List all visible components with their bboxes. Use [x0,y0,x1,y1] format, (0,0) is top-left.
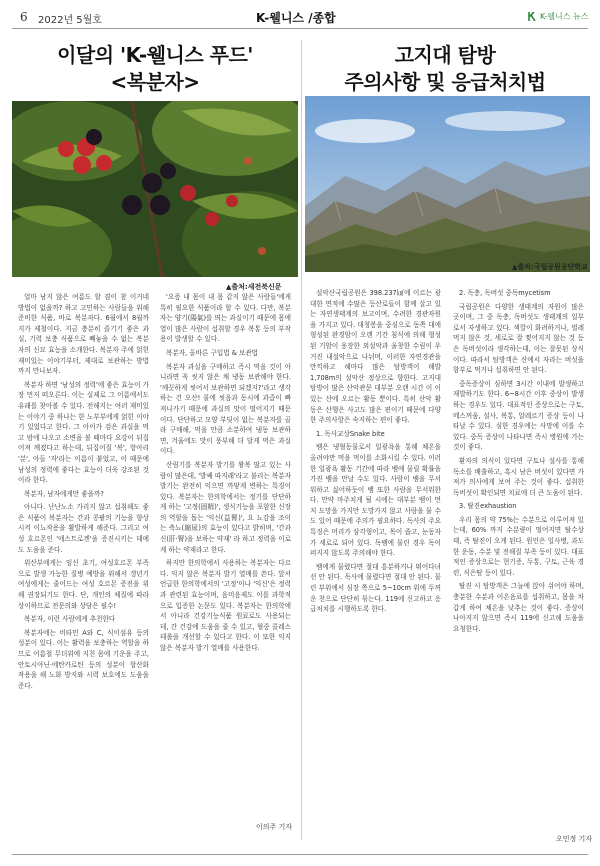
subheading: 복분자, 이런 사람에게 추천한다 [24,615,116,624]
paragraph: '요즘 내 몸이 내 몸 같지 않은 사람들'에게 특히 필요한 식품이라 할 수 있다. 다만, 복분자는 양기(陽氣)를 띄는 과실이기 때문에 몸에 열이 많은 사람이 섭취할 경우 복통 등의 부작용이 발생할 수 있다. [160,293,291,344]
subheading: 복분자, 남자에게만 좋을까? [24,489,104,498]
paragraph: 우리 몸의 약 75%는 수분으로 이루어져 있는데, 60% 까지 수분량이 떨어지면 탈수상태, 즉 탈진이 오게 된다. 원인은 일사병, 과도한 운동, 수분 및 전해질 부족 등이 있다. 대표적인 증상으로는 현기증, 두통, 구토, 근육 경련, 식은땀 등이 있다. [453,515,584,577]
brand-name: K-웰니스 뉴스 [540,12,589,21]
paragraph: 뱀에게 물렸다면 절대 흥분하거나 뛰어다녀선 안 된다. 독사에 물렸다면 절대 안 된다. 물린 부위에서 심장 쪽으로 5~10cm 위에 두꺼운 천으로 단단히 묶는다. 119에 신고하고 응급처치를 시행하도록 한다. [310,562,441,614]
left-photo-credit: ▲출처:새전북신문 [226,283,282,291]
left-byline: 이의주 기자 [256,823,293,831]
paragraph: 하지만 한의학에서 사용하는 복분자는 다르다. 익지 않은 복분자 발기 열매를 쓴다. 앞서 언급한 한의학에서의 '고정'이나 '익신'은 정력과 관련된 효능이며, 음미음제도 이를 과학적으로 입증한 논문도 있다. 복분자는 한의학에서 아니라 건강기능식품 원료로도 사용되는데, 간 건강에 도움을 줄 수 있고, 혈중 콜레스테롤을 개선할 수 있다고 한다. 이 또한 익지 않은 복분자 발기 열매를 사용한다. [160,559,291,652]
left-headline-line1: 이달의 'K-웰니스 푸드' [57,43,253,67]
paragraph: 복분자에는 비타민 A와 C, 식이섬유 등의 성분이 있다. 이는 활력을 보충하는 역할을 하므로 어름철 무더위에 지친 몸에 기운을 주고, 안토시아닌·에탄카로틴 등의 성분이 항산화 작용을 해 노화 방지와 시력 보호에도 도움을 준다. [18,628,149,690]
paragraph: 환자의 의식이 있다면 구토나 설사를 통해 독소를 배출하고, 혹시 남은 버섯이 있다면 가져가 의사에게 보여 주는 것이 좋다. 섭취한 독버섯이 확인되면 치료에 더 큰 도움이 된다. [453,456,584,497]
masthead [0,0,600,30]
subheading: 1. 독사교상Snake bite [316,429,385,438]
paragraph: 설악산국립공원은 398.237㎢에 이르는 광대한 면적에 수많은 등산로들이 함께 살고 있는 자연생태계의 보고이며, 수려한 경관자원을 가지고 있다. 대청봉을 중심으로 동쪽 대에 형성된 완경암이 오랜 기간 침식에 의해 형성된 기암이 웅장한 외설악과 울창한 수림이 우거진 내설악으로 나뉘며, 이러한 자연경관을 만끽하고 해마다 많은 탐방객이 해발 1,708m의 설악산 정상으로 향한다. 고지대 탐방이 많은 산악관문 대부분 오랜 시간 이 이 있는 산에 오르는 활동 뿐이다. 특히 산악 활동은 산행은 사고도 많은 편이기 때문에 다양한 주의사항은 숙지하는 편이 좋다. [310,289,441,425]
bottom-divider [12,854,588,855]
paragraph: 국립공원은 다양한 생태계의 자원이 많은 곳이며, 그 중 독충, 독버섯도 생태계의 일부로서 자생하고 있다. 색깔이 화려하거나, 벌레 먹지 않은 것, 세로로 잘 찢어지지 않는 것 등은 독버섯이라 생각하는데, 이는 잘못된 상식이다. 따라서 탐방객은 산에서 자라는 버섯을 함부로 먹거나 섭취하면 안 된다. [453,302,584,375]
paragraph: 복분자 과실을 구매하고 즉시 먹을 것이 아니라면 꼭 씻지 않은 채 냉동 보관해야 한다. '깨끗하게 씻어서 보관하면 되겠지?'라고 생각하는 건 오산! 물에 씻음과 동시에 과즙이 빠져나가기 때문에 과실의 맛이 떨어지기 때문이다. 단단하고 모양 부딪이 없는 복분자를 골라 구매해, 먹을 만큼 소분하여 냉동 보관하면, 겨울에도 맛이 풍부해 더 달게 먹은 과실이다. [160,362,291,456]
paragraph: 탈진 시 탐방객은 그늘에 앉아 쉬어야 하며, 충분한 수분과 이온음료를 섭취하고, 몸을 차갑게 하여 체온을 낮추는 것이 좋다. 증상이 나아지지 않으면 즉시 119에 신고해 도움을 요청한다. [453,582,584,633]
column-divider [301,40,302,840]
right-headline [310,42,580,96]
right-photo-credit: ▲출처:국립공원공단학교 [512,263,588,271]
paragraph: 아니다. 난난노소 가리지 않고 섭취해도 좋은 식품이 복분자는 간과 콩팥의 기능을 향상시켜 이뇨작용을 활발하게 해준다. 그리고 여성 호르몬인 '에스트로겐'을 증진시키는 데에도 도움을 준다. [18,503,149,554]
mountain-ridge-photo [305,96,590,272]
brand-logo [528,11,588,22]
paragraph: 얼마 남지 않은 여름도 할 겸이 참 이거네 방법이 없을까? 하고 고민하는 사람들을 위해 준비한 식품, 바로 복분자다. 6월에서 8월까지가 제철이다. 지금 충분히 즐기기 좋은 과실, 기력 보충 식품으로 빼놓을 수 없는 복분자의 신묘 효능을 소개한다. 복분자 주에 얽힌 재미있는 이야기부터, 제대로 보관하는 방법까지 만나보자. [18,293,149,376]
section-title: K-웰니스 /종합 [256,11,336,25]
paragraph: 중독증상이 심하면 3시간 이내에 발생하고 재발하기도 한다. 6~8시간 이후 중상이 발생하는 경우도 있다. 대표적인 증상으로는 구토, 메스꺼움, 설사, 복통, 알레르기 증상 등이 나타날 수 있다. 심한 경우에는 사망에 이를 수 있다. 중독 증상이 나타나면 즉시 병원에 가는 것이 좋다. [453,379,584,452]
right-headline-line1: 고지대 탐방 [394,43,496,67]
subheading: 복분자, 올바른 구입법 & 보관법 [166,348,259,357]
paragraph: 복분자 하면 '남성의 정력'에 좋은 효능이 가장 먼저 떠오른다. 이는 실제로 그 이름에서도 유래를 찾아볼 수 있다. 전해지는 여러 재미있는 이야기 중 하나는 한 노부부에게 얽힌 이야기 있었다고 한다. 그 아이가 검은 과실을 먹고 밤에 나오고 소변을 볼 때마다 요강이 뒤집어져 깨졌다고 하는데, 뒤집어질 '복', 항아리 '분', 아들 '자'라는 이름이 붙었고, 이 때문에 남성의 정력에 좋다는 효능이 더욱 강조된 것이라 한다. [18,380,149,485]
left-article-column-1 [18,292,149,828]
subheading: 3. 탈진exhaustion [459,502,517,511]
subheading: 2. 독충, 독버섯 중독mycetism [459,289,551,297]
left-headline-line2: <복분자> [110,70,200,94]
right-headline-line2: 주의사항 및 응급처치법 [344,70,546,94]
right-article-column-1 [310,288,441,828]
right-byline: 오민정 기자 [556,835,593,843]
paragraph: 위산부에게는 임신 초기, 여성호르몬 부족으로 발생 가능한 질병 예방을 위해서 갱년기 여성에게는 줄어드는 여성 호르몬 증진을 위해 권장되기도 한다. 단, 개인의 체질에 따라 상이하므로 전문의와 상담은 필수! [18,559,149,610]
issue-date: 2022년 5월호 [38,15,102,26]
k-logo-icon [528,12,538,21]
page-number: 6 [20,10,28,24]
paragraph: 뱀은 냉혈동물로서 일광욕을 통해 체온을 올려야만 먹을 먹이를 소화시킬 수 있다. 이러한 일광욕 활동 기간에 따라 뱀에 물릴 확률을 가진 뱀을 만날 수도 있다. 사람이 뱀을 무서워하고 싫어하듯이 뱀 또한 사람을 무서워한다. 만약 마주치게 될 시에는 대부분 뱀이 먼저 도망을 가지만 도망가지 않고 사람을 물 수도 있어 때문에 주의가 필요하다. 독사의 주요 특징은 머리가 삼각형이고, 목이 좁고, 눈동자가 세로로 되어 있다. 독뱀에 물린 경우 독이 퍼지지 않도록 주의해야 한다. [310,443,441,558]
raspberry-photo [12,101,298,277]
left-headline [20,42,290,96]
top-divider [12,28,588,29]
left-article-column-2 [160,292,291,828]
right-article-column-2 [453,288,584,828]
paragraph: 산림기를 복분자 발기를 왕복 많고 있는 사람이 많은데, '발쌔 따지래'라고 불리는 복분자 발기는 완전히 익으면 까맣게 변하는 특징이 있다. 복분자는 한의학에서는 정기를 단단하게 하는 '고정(固精)', 생식기능을 포함한 신장의 역할을 돕는 '익신(益腎)', 요 뇨감을 조이는 축뇨(縮尿)의 효능이 있다고 밝히며, '간과 신(肝·腎)을 보하는 약재' 라 하고 정력을 이로게 하는 약재라고 한다. [160,460,291,554]
